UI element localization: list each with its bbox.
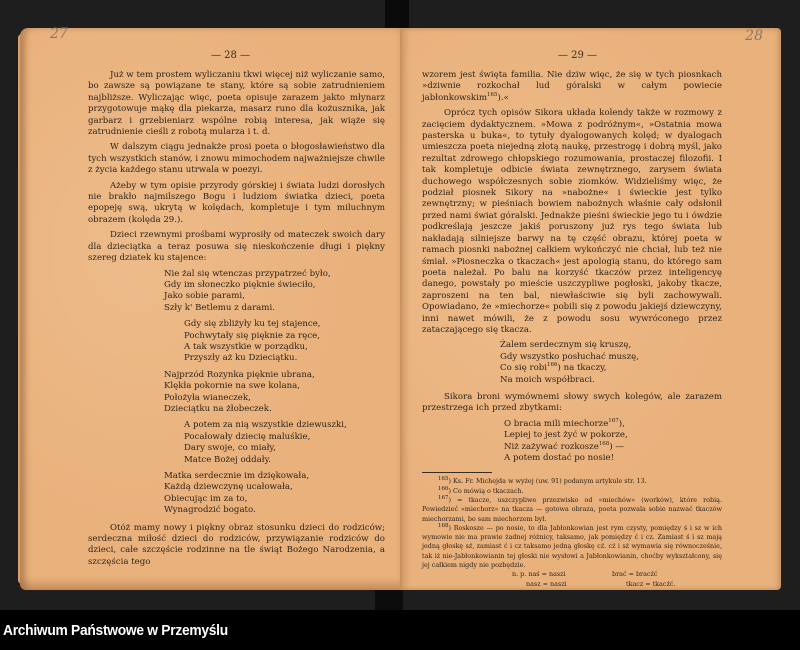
verse-line: Pochwytały się pięknie za ręce, bbox=[184, 330, 320, 341]
footnote bbox=[422, 524, 722, 570]
footnote-marker[interactable]: 165 bbox=[487, 91, 498, 98]
paragraph: Ażeby w tym opisie przyrody górskiej i świata ludzi dorosłych nie brakło najmilszego Bogu i ludziom światka dzieci, poeta epopeję swą, ukrytą w kolędach, kompletuje i tym miluchnym obrazem (kolęda 29.). bbox=[88, 180, 385, 225]
verse-line: A tak wszystkie w porządku, bbox=[184, 341, 308, 352]
footnote-text: ) = tkacze, uszczypliwe przezwisko od »miechów« (worków), które robią. Powiedzieć »miechorz« na tkacza — gotowa obraza, poeta pozwala sobie nazwać tkaczów miechorzami, bo sam miechorzem był. bbox=[422, 496, 722, 523]
paragraph: Oprócz tych opisów Sikora układa kolendy także w rozmowy z zacięciem dydaktycznem. »Mowa z podróżnym«, »Ostatnia mowa pasterska u buka«, to tytuły dyalogowanych kolęd; w dyalogach umieszcza poeta niejedną złotą naukę, przestrogę i dobrą myśl, jako rezultat zdrowego chłopskiego rozumowania, prostaczej filozofii. I tak kompletuje odbicie świata zewnętrznego, zarysem świata duchowego współczesnych sobie ziomków. Widzieliśmy więc, że podział piosnek Sikory na »nabożne« i świeckie jest tylko zewnętrzny; w pieśniach bowiem nabożnych właśnie cały odsłonił przed nami świat góralski. Jednakże pieśni świeckie jego tu i ówdzie podkreślają jeszcze jakiś poruszony już rys tego świata lub nakładają silniejsze barwy na tę część obrazu, której poeta w ramach piosnki nabożnej całkiem wykończyć nie chciał, lub też nie śmiał. »Piosneczka o tkaczach« jest apologią stanu, do którego sam poeta należał. Po balu na korzyść tkaczów przez inteligencyę danego, powstały po mieście uszczypliwe pogłoski, jakoby tkacze, zaproszeni na ten bal, niewłaściwie się byli zachowywali. Opowiadano, że »miechorze« pobili się z powodu jakiejś dziewczyny, inni nawet mówili, że z powodu sosu wywróconego przez zataczającego się tkacza. bbox=[422, 108, 722, 335]
handwritten-page-number: 28 bbox=[745, 28, 763, 44]
paragraph bbox=[422, 70, 722, 104]
verse-line: Gdy się zbliżyły ku tej stajence, bbox=[184, 319, 321, 330]
paragraph: Otóż mamy nowy i piękny obraz stosunku dzieci do rodziców; serdeczna miłość dzieci do rodziców, przywiązanie rodziców do dzieci, całe szczęście rodzinne na tle świąt Bożego Narodzenia, a szczęścia tego bbox=[88, 522, 385, 567]
verse-line: A potem za nią wszystkie dziewuszki, bbox=[184, 420, 347, 431]
open-book bbox=[20, 28, 782, 592]
left-page-body bbox=[88, 70, 385, 572]
verse-line bbox=[504, 442, 722, 453]
footnote bbox=[422, 496, 722, 524]
verse-line: Każdą dziewczynę ucałowała, bbox=[164, 482, 293, 493]
verse-line: Gdy wszystko posłuchać muszę, bbox=[500, 351, 639, 362]
verse-text: ) — bbox=[609, 441, 624, 452]
footnote-separator bbox=[422, 472, 492, 473]
paragraph: Dzieci rzewnymi prośbami wyprosiły od mateczek swoich dary dla dzieciątka a teraz posuwa się nieskończenie długi i piękny szereg dziatek ku stajence: bbox=[88, 230, 385, 264]
example-text: brać = bracźć bbox=[612, 570, 658, 579]
verse-text: ), bbox=[618, 418, 625, 429]
footnote-number: 168 bbox=[438, 522, 449, 529]
printed-page-number: — 28 — bbox=[210, 50, 251, 61]
poem-verse bbox=[500, 340, 722, 386]
verse-line: Dary swoje, co miały, bbox=[184, 443, 276, 454]
stanza bbox=[164, 269, 385, 315]
pronunciation-example bbox=[526, 580, 722, 589]
example-text: tkacz = tkacźć. bbox=[626, 579, 676, 588]
footnotes bbox=[422, 477, 722, 589]
footnote-marker[interactable]: 166 bbox=[547, 362, 558, 369]
footnote bbox=[422, 487, 722, 496]
verse-line: Gdy im słoneczko pięknie świeciło, bbox=[164, 279, 316, 290]
verse-line: Obiecując im za to, bbox=[164, 493, 248, 504]
caption-bar bbox=[0, 610, 800, 650]
paragraph-text: wzorem jest święta familia. Nie dziw więc, że się w tych piosnkach »dziwnie rozkochał lud góralski w całym powiecie jabłonkowskim bbox=[422, 70, 722, 103]
verse-text: O bracia mili miechorze bbox=[504, 418, 609, 429]
verse-line: Matce Bożej oddały. bbox=[184, 454, 272, 465]
example-text: n. p. nаś = naszi bbox=[512, 570, 566, 579]
paragraph: W dalszym ciągu jednakże prosi poeta o błogosławieństwo dla tych wszystkich stanów, i znowu mimochodem najważniejsze chwile z życia każdego stanu utrwala w poezyi. bbox=[88, 142, 385, 176]
footnote-number: 165 bbox=[438, 476, 449, 483]
left-page bbox=[20, 28, 401, 590]
printed-page-number: — 29 — bbox=[557, 50, 598, 61]
footnote-text: ) Co mówią o tkaczach. bbox=[448, 486, 524, 495]
paragraph: Już w tem prostem wyliczaniu tkwi więcej niż wyliczanie samo, bo zawsze są powiązane te stany, które są sobie zatrudnieniem najbliższe. Wyliczając więc, poeta opisuje zarazem jakto młynarz przygotowuje mąkę dla piekarza, masarz runo dla kożusznika, jak garbarz i grzebieniarz wspólne robią interesa, jak wiąże się zatrudnienie cieśli z robotą mularza i t. d. bbox=[88, 70, 385, 138]
footnote-text: ) Roskosze — po nosie, to dla Jabłonkowian jest rym czysty, pomiędzy ś i sz w ich wymowie nie ma prawie żadnej różnicy, taksamo, jak pomiędzy ć i cz. Zamiast ś i sz mają jedną głoskę sź, zamiast ć i cz taksamo jedną głoskę cź. cź i sź wymawia się równocześnie, tak iż nie-Jabłonkowianin tej głoski nie wysłowi a Jabłonkowianin, choćby wykształcony, się jej całkiem nigdy nie pozbędzie. bbox=[422, 523, 722, 570]
footnote-marker[interactable]: 167 bbox=[608, 417, 619, 424]
footnote-text: ) Ks. Fr. Michejda w wyżej (uw. 91) podanym artykule str. 13. bbox=[448, 477, 647, 486]
right-page bbox=[402, 28, 781, 590]
stanza bbox=[184, 319, 385, 365]
stanza bbox=[164, 370, 385, 416]
verse-line: Dzieciątku na żłobeczek. bbox=[164, 403, 272, 414]
pronunciation-example bbox=[512, 570, 722, 579]
poem-verse bbox=[504, 419, 722, 465]
verse-line bbox=[500, 363, 722, 374]
stanza bbox=[164, 471, 385, 517]
paragraph-text: ).« bbox=[497, 92, 509, 103]
verse-line: Klękła pokornie na swe kolana, bbox=[164, 381, 300, 392]
verse-line: Położyła wianeczek, bbox=[164, 392, 251, 403]
footnote-number: 167 bbox=[438, 494, 449, 501]
handwritten-page-number: 27 bbox=[50, 26, 68, 42]
stanza bbox=[184, 420, 385, 466]
carol-verse bbox=[164, 269, 385, 517]
verse-line: Jako sobie parami, bbox=[164, 291, 245, 302]
verse-line: Żalem serdecznym się kruszę, bbox=[500, 340, 632, 351]
verse-line: Na moich współbraci. bbox=[500, 374, 595, 385]
verse-text: ) na tkaczy, bbox=[557, 363, 607, 374]
verse-text: Co się robi bbox=[500, 363, 547, 374]
footnote-marker[interactable]: 168 bbox=[598, 440, 610, 447]
footnote bbox=[422, 477, 722, 486]
example-text: nasz = naszi bbox=[526, 579, 567, 588]
verse-line: Wynagrodzić bogato. bbox=[164, 505, 256, 516]
footnote-number: 166 bbox=[438, 485, 449, 492]
verse-line: Najprzód Rozynka pięknie ubrana, bbox=[164, 369, 315, 380]
archive-caption: Archiwum Państwowe w Przemyślu bbox=[3, 622, 228, 639]
right-page-body bbox=[422, 70, 722, 589]
verse-line: Matka serdecznie im dziękowała, bbox=[164, 471, 310, 481]
verse-line: Szły k' Betlemu z darami. bbox=[164, 302, 275, 313]
verse-line: Nie żal się wtenczas przypatrzeć było, bbox=[164, 268, 331, 279]
paragraph: Sikora broni wymównemi słowy swych kolegów, ale zarazem przestrzega ich przed zbytkami: bbox=[422, 391, 722, 414]
verse-text: Niż zażywać rozkosze bbox=[504, 441, 599, 452]
verse-line: Pocałowały dziecię maluśkie, bbox=[184, 431, 311, 442]
verse-line bbox=[504, 419, 722, 430]
verse-line: Przyszły aż ku Dzieciątku. bbox=[184, 353, 298, 364]
verse-line: A potem dostać po nosie! bbox=[504, 453, 615, 463]
verse-line: Lepiej to jest żyć w pokorze, bbox=[504, 430, 628, 441]
